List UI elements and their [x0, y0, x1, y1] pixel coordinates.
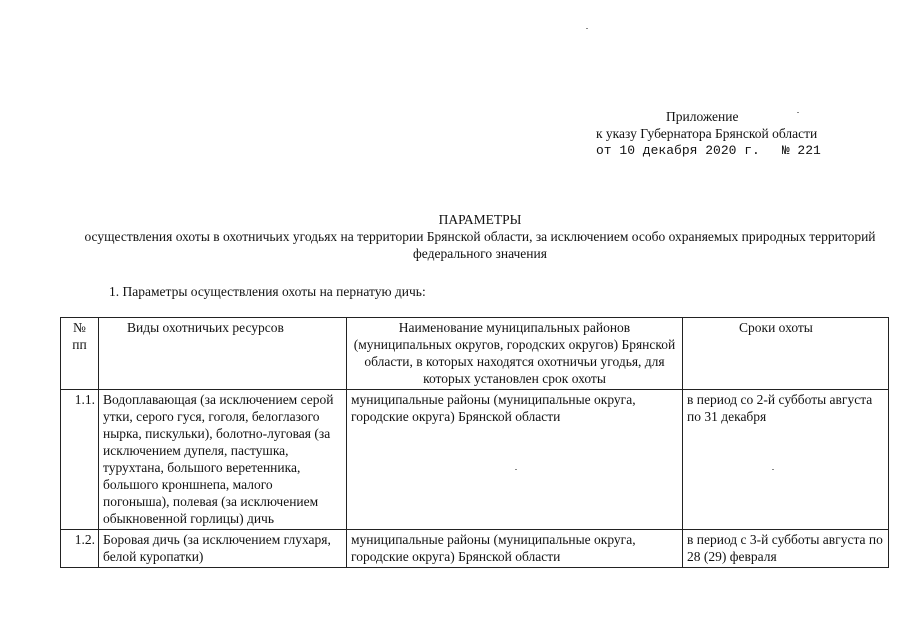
table-row [61, 390, 889, 530]
section-heading: 1. Параметры осуществления охоты на пернатую дичь: [109, 284, 426, 299]
row-num: 1.2. [61, 530, 99, 568]
header-species: Виды охотничьих ресурсов [99, 318, 347, 390]
header-num: № пп [61, 318, 99, 390]
document-title [60, 211, 900, 262]
row-districts: муниципальные районы (муниципальные округа, городские округа) Брянской области [347, 390, 683, 530]
scan-speck [797, 112, 799, 113]
appendix-number: № 221 [781, 143, 821, 158]
appendix-label: Приложение [666, 109, 739, 124]
header-terms: Сроки охоты [683, 318, 889, 390]
appendix-decree-ref: к указу Губернатора Брянской области [596, 126, 818, 141]
table-header-row [61, 318, 889, 390]
row-districts: муниципальные районы (муниципальные округа, городские округа) Брянской области [347, 530, 683, 568]
scan-speck [772, 469, 774, 470]
scan-speck [586, 28, 588, 29]
header-districts: Наименование муниципальных районов (муниципальных округов, городских округов) Брянской области, в которых находятся охотничьи угодья, для которых установлен срок охоты [347, 318, 683, 390]
title-subtitle: осуществления охоты в охотничьих угодьях на территории Брянской области, за исключением особо охраняемых природных территорий федерального значения [84, 229, 876, 261]
title-heading: ПАРАМЕТРЫ [438, 212, 522, 227]
appendix-date-number [596, 142, 821, 159]
table-row [61, 530, 889, 568]
parameters-table [60, 317, 889, 568]
row-species: Водоплавающая (за исключением серой утки, серого гуся, гоголя, белоглазого нырка, пискульки), болотно-луговая (за исключением дупеля, пастушка, турухтана, большого веретенника, большого кроншнепа, малого погоныша), полевая (за исключением обыкновенной горлицы) дичь [99, 390, 347, 530]
appendix-date: от 10 декабря 2020 г. [596, 143, 760, 158]
scan-speck [515, 469, 517, 470]
appendix-block [596, 108, 821, 159]
row-species: Боровая дичь (за исключением глухаря, белой куропатки) [99, 530, 347, 568]
row-terms: в период со 2-й субботы августа по 31 декабря [683, 390, 889, 530]
row-terms: в период с 3-й субботы августа по 28 (29) февраля [683, 530, 889, 568]
row-num: 1.1. [61, 390, 99, 530]
